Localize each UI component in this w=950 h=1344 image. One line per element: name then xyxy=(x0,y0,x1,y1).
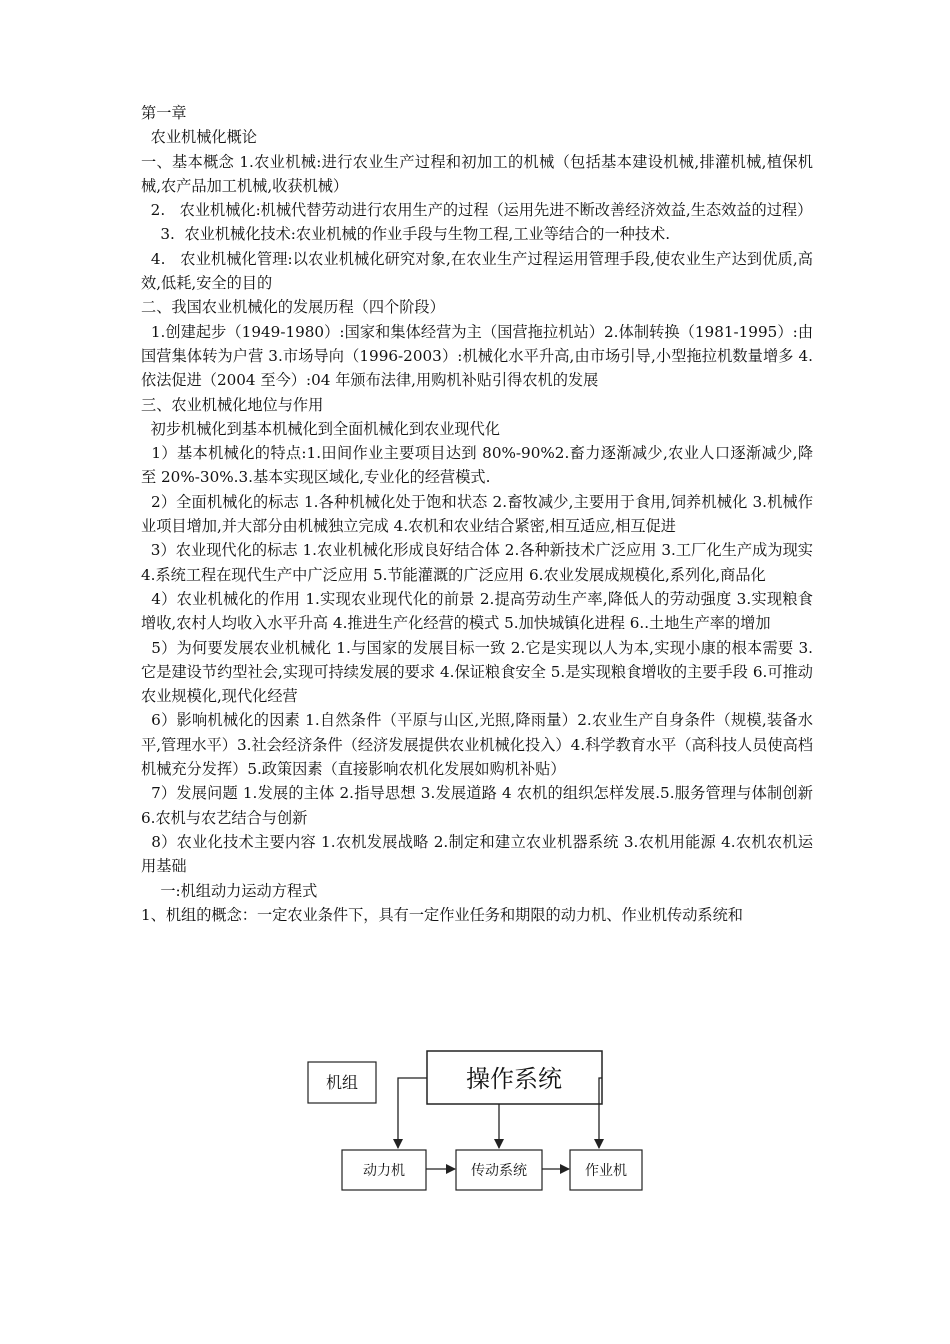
power-unit-label: 动力机 xyxy=(363,1163,405,1179)
item-contents: 8）农业化技术主要内容 1.农机发展战略 2.制定和建立农业机器系统 3.农机用能源 4.农机农机运用基础 xyxy=(141,832,814,876)
unit-concept: 1、机组的概念：一定农业条件下，具有一定作业任务和期限的动力机、作业机传动系统和 xyxy=(141,905,743,924)
connector-left xyxy=(398,1078,427,1148)
concept-management: 4. 农业机械化管理:以农业机械化研究对象,在农业生产过程运用管理手段,使农业生产达到优质,高效,低耗,安全的目的 xyxy=(141,249,813,293)
item-basic-mechanization: 1）基本机械化的特点:1.田间作业主要项目达到 80%-90%2.畜力逐渐减少,农业人口逐渐减少,降至 20%-30%.3.基本实现区域化,专业化的经营模式. xyxy=(141,444,814,487)
section-history: 二、我国农业机械化的发展历程（四个阶段） xyxy=(141,298,445,317)
control-system-label: 操作系统 xyxy=(466,1065,562,1093)
item-full-mechanization: 2）全面机械化的标志 1.各种机械化处于饱和状态 2.畜牧减少,主要用于食用,饲养机械化 3.机械作业项目增加,并大部分由机械独立完成 4.农机和农业结合紧密,相互适应,相互促进 xyxy=(141,492,814,536)
chapter-title: 农业机械化概论 xyxy=(141,128,257,147)
item-issues: 7）发展问题 1.发展的主体 2.指导思想 3.发展道路 4 农机的组织怎样发展.5.服务管理与体制创新 6.农机与农艺结合与创新 xyxy=(141,784,818,827)
item-role: 4）农业机械化的作用 1.实现农业现代化的前景 2.提高劳动生产率,降低人的劳动强度 3.实现粮食增收,农村人均收入水平升高 4.推进生产化经营的模式 5.加快城镇化进程 6..土地生产率的增加 xyxy=(141,589,813,633)
history-stages: 1.创建起步（1949-1980）:国家和集体经营为主（国营拖拉机站）2.体制转换（1981-1995）:由国营集体转为户营 3.市场导向（1996-2003）:机械化水平升高,由市场引导,小型拖拉机数量增多 4.依法促进（2004 至今）:04 年颁布法律,用购机补贴引得农机的发展 xyxy=(141,322,814,390)
item-factors: 6）影响机械化的因素 1.自然条件（平原与山区,光照,降雨量）2.农业生产自身条件（规模,装备水平,管理水平）3.社会经济条件（经济发展提供农业机械化投入）4.科学教育水平（高科技人员使高档机械充分发挥）5.政策因素（直接影响农机化发展如购机补贴） xyxy=(141,711,813,779)
section-dynamics: 一:机组动力运动方程式 xyxy=(141,881,318,900)
machine-unit-diagram xyxy=(300,1045,650,1195)
section-basic-concepts: 一、基本概念 1.农业机械:进行农业生产过程和初加工的机械（包括基本建设机械,排灌机械,植保机械,农产品加工机械,收获机械） xyxy=(141,152,813,195)
implement-label: 作业机 xyxy=(585,1163,627,1179)
item-why-develop: 5）为何要发展农业机械化 1.与国家的发展目标一致 2.它是实现以人为本,实现小康的根本需要 3.它是建设节约型社会,实现可持续发展的要求 4.保证粮食安全 5.是实现粮食增收的主要手段 6.可推动农业规模化,现代化经营 xyxy=(141,638,813,706)
diagram-canvas xyxy=(300,1045,650,1195)
status-progression: 初步机械化到基本机械化到全面机械化到农业现代化 xyxy=(141,419,500,438)
unit-label: 机组 xyxy=(325,1073,359,1092)
chapter-heading: 第一章 xyxy=(141,104,187,122)
concept-technology: 3. 农业机械化技术:农业机械的作业手段与生物工程,工业等结合的一种技术. xyxy=(141,225,671,244)
transmission-label: 传动系统 xyxy=(471,1163,527,1179)
item-modernization: 3）农业现代化的标志 1.农业机械化形成良好结合体 2.各种新技术广泛应用 3.工厂化生产成为现实 4.系统工程在现代生产中广泛应用 5.节能灌溉的广泛应用 6.农业发展成规模化,系列化,商品化 xyxy=(141,541,818,584)
body-text xyxy=(141,101,818,927)
concept-mechanization: 2. 农业机械化:机械代替劳动进行农用生产的过程（运用先进不断改善经济效益,生态效益的过程） xyxy=(141,201,813,220)
section-status: 三、农业机械化地位与作用 xyxy=(141,395,324,414)
